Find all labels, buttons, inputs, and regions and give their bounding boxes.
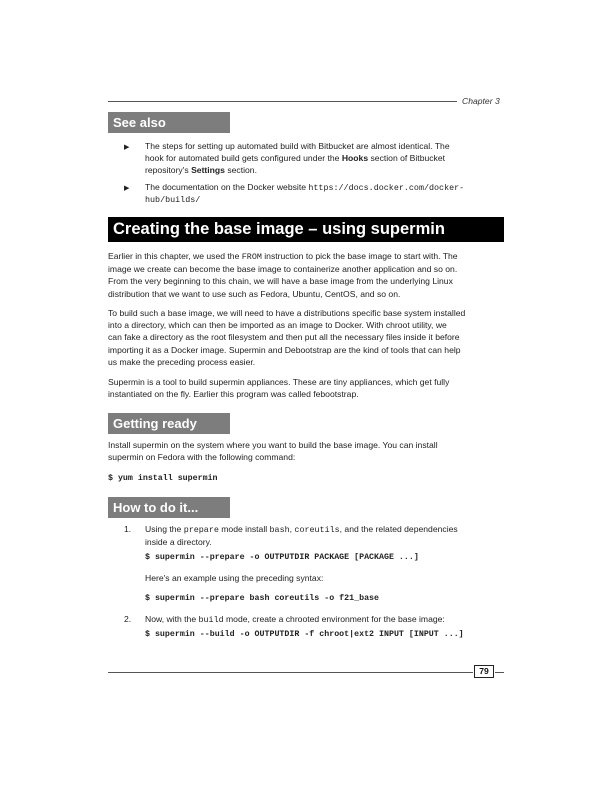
supermin-prepare-example: $ supermin --prepare bash coreutils -o f21_base <box>145 594 380 603</box>
supermin-prepare-syntax: $ supermin --prepare -o OUTPUTDIR PACKAGE [PACKAGE ...] <box>145 553 419 562</box>
bullet-1-line-3: repository's Settings section. <box>145 165 257 176</box>
see-also-bullet-1 <box>145 140 505 177</box>
step-2-text: Now, with the build mode, create a chrooted environment for the base image: <box>145 614 445 625</box>
step-1-text: Using the prepare mode install bash, coreutils, and the related dependencies inside a directory. <box>145 524 458 548</box>
creating-paragraph-3: Supermin is a tool to build supermin appliances. These are tiny appliances, which get fully instantiated on the fly. Earlier this program was called febootstrap. <box>108 377 450 400</box>
footer-rule-end <box>495 672 504 673</box>
step-1-number: 1. <box>124 524 132 534</box>
example-intro: Here's an example using the preceding syntax: <box>145 573 324 583</box>
from-keyword: FROM <box>241 252 262 262</box>
coreutils-keyword: coreutils <box>294 525 340 535</box>
bullet-icon: ▶ <box>124 144 130 151</box>
yum-install-command: $ yum install supermin <box>108 474 218 483</box>
creating-base-image-heading: Creating the base image – using supermin <box>108 217 504 242</box>
creating-paragraph-2: To build such a base image, we will need to have a distributions specific base system installed into a directory, which can then be imported as an image to Docker. With chroot utility, we can fake a directory as the root filesystem and then put all the necessary files inside it before importing it as a Docker image. Supermin and Debootstrap are the kind of tools that can help us make the preceding process easier. <box>108 308 466 367</box>
bullet-1-line-1: The steps for setting up automated build with Bitbucket are almost identical. The <box>145 141 450 151</box>
settings-term: Settings <box>191 165 225 176</box>
bullet-icon: ▶ <box>124 185 130 192</box>
docs-url-continued[interactable]: hub/builds/ <box>145 195 201 206</box>
hooks-term: Hooks <box>341 153 369 164</box>
creating-paragraph-1: Earlier in this chapter, we used the FROM instruction to pick the base image to start with. The image we create can become the base image to containerize another application and so on. From the very beginning to this chain, we will have a base image from the underlying Linux distribution that we want to use such as Fedora, Ubuntu, CentOS, and so on. <box>108 251 458 299</box>
bash-keyword: bash <box>269 525 290 535</box>
footer-rule <box>108 672 473 673</box>
chapter-label: Chapter 3 <box>462 96 500 106</box>
getting-ready-paragraph: Install supermin on the system where you want to build the base image. You can install supermin on Fedora with the following command: <box>108 440 438 463</box>
see-also-heading: See also <box>108 112 230 133</box>
supermin-build-syntax: $ supermin --build -o OUTPUTDIR -f chroot|ext2 INPUT [INPUT ...] <box>145 630 464 639</box>
docs-url[interactable]: https://docs.docker.com/docker- <box>308 183 465 193</box>
header-rule <box>108 101 457 102</box>
how-to-heading: How to do it... <box>108 497 230 518</box>
bullet-1-line-2: hook for automated build gets configured under the Hooks section of Bitbucket <box>145 153 446 164</box>
prepare-keyword: prepare <box>183 525 219 535</box>
page-number: 79 <box>474 665 494 678</box>
getting-ready-heading: Getting ready <box>108 413 230 434</box>
step-2-number: 2. <box>124 614 132 624</box>
see-also-bullet-2: The documentation on the Docker website https://docs.docker.com/docker- hub/builds/ <box>145 181 505 206</box>
build-keyword: build <box>198 615 224 625</box>
